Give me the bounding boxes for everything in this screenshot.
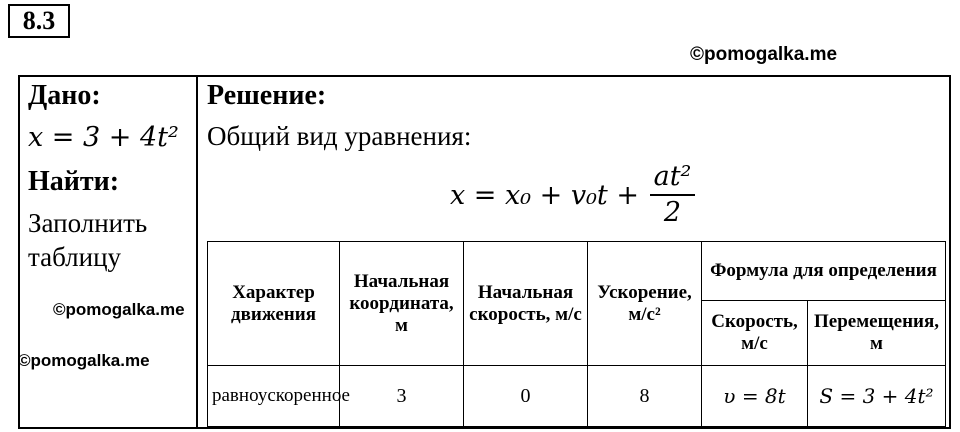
cell-displacement-formula: S = 3 + 4t² [808, 366, 946, 427]
header-velocity: Скорость, м/с [702, 300, 808, 365]
watermark-bottom: ©pomogalka.me [18, 351, 150, 370]
table-header-row [208, 242, 946, 301]
formula-denominator: 2 [663, 197, 682, 228]
given-equation: x = 3 + 4t² [28, 122, 179, 153]
table-row [208, 366, 946, 427]
task-text-line1: Заполнить [28, 208, 148, 238]
cell-motion-type: равноускоренное [208, 366, 340, 427]
solution-label: Решение: [207, 80, 327, 111]
formula-numerator: at² [650, 160, 696, 196]
kinematics-formula [450, 160, 695, 240]
cell-initial-coordinate: 3 [340, 366, 464, 427]
general-form-text: Общий вид уравнения: [207, 121, 472, 151]
cell-velocity-formula: υ = 8t [702, 366, 808, 427]
formula-lhs: x = x₀ + v₀t + [450, 179, 639, 211]
header-displacement: Перемещения, м [808, 300, 946, 365]
header-initial-coordinate: Начальная координата, м [340, 242, 464, 366]
given-label: Дано: [28, 80, 101, 111]
header-formula-group: Формула для определения [702, 242, 946, 301]
cell-acceleration: 8 [588, 366, 702, 427]
problem-number: 8.3 [8, 4, 70, 38]
formula-fraction [650, 160, 696, 230]
watermark-middle: ©pomogalka.me [53, 300, 185, 319]
header-acceleration: Ускорение, м/с² [588, 242, 702, 366]
find-label: Найти: [28, 166, 120, 197]
cell-initial-velocity: 0 [464, 366, 588, 427]
header-motion-type: Характер движения [208, 242, 340, 366]
motion-table [207, 241, 946, 427]
header-initial-velocity: Начальная скорость, м/с [464, 242, 588, 366]
watermark-top: ©pomogalka.me [690, 44, 838, 65]
task-text-line2: таблицу [28, 242, 122, 272]
column-divider [196, 75, 198, 429]
